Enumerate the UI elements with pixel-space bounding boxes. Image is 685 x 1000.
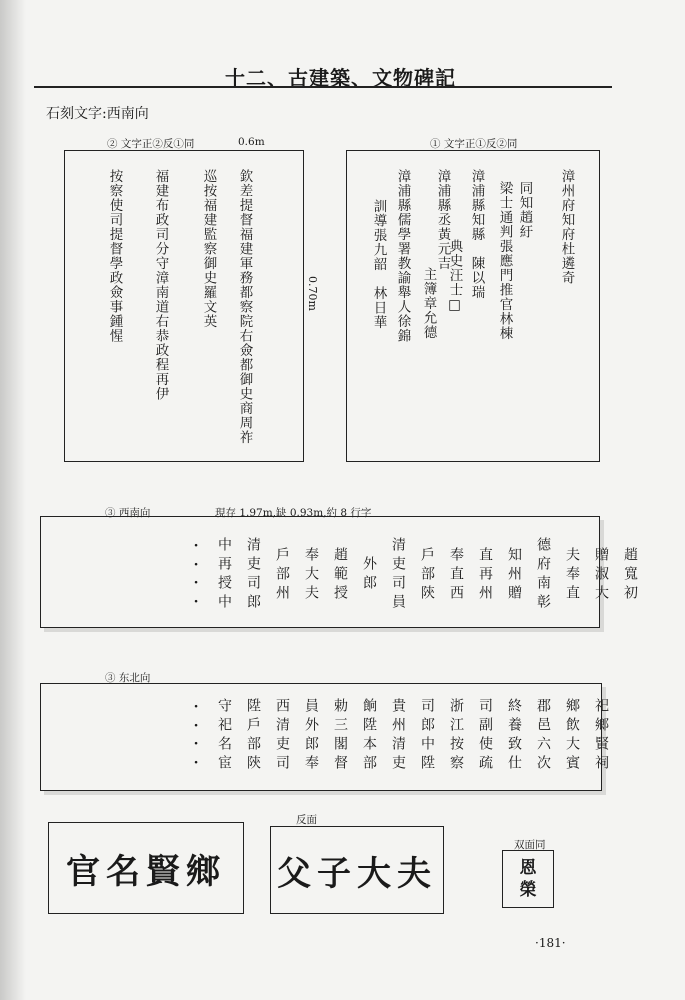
tablet-right-column: 漳浦縣知縣 陳以瑞 [468, 169, 485, 300]
tablet-height-label: 0.70m [306, 276, 319, 311]
sw-column: 奉大夫 [303, 546, 319, 604]
sw-column: 戶部州 [274, 546, 290, 604]
plaque-middle: 父子大夫 [270, 826, 444, 914]
sw-column: 外郎 [361, 556, 377, 594]
tablet-right-box [346, 150, 600, 462]
tablet-right-column: 漳浦縣儒學署教諭舉人徐錦 [394, 169, 411, 343]
sw-column: 清吏司郎 [245, 537, 261, 613]
ne-column: 司郎中陞 [419, 698, 435, 774]
missing-char-dot: · [193, 736, 199, 752]
tablet-right-column: 漳州府知府杜遴奇 [558, 169, 575, 285]
tablet-left-width: 0.6m [238, 136, 265, 148]
missing-char-dot: · [193, 754, 199, 771]
tablet-left-column: 福建布政司分守漳南道右恭政程再伊 [152, 169, 169, 401]
missing-char-dot: · [193, 717, 199, 734]
page-scan-shadow [0, 0, 26, 1000]
missing-char-dot: · [193, 556, 199, 573]
missing-char-dot: · [193, 538, 199, 554]
tablet-right-caption: ① 文字正①反②同 [430, 138, 518, 150]
header-rule [34, 86, 612, 88]
tablet-left-box [64, 150, 304, 462]
ne-column: 餉陞本部 [361, 698, 377, 774]
ne-column: 郡邑六次 [535, 698, 551, 774]
ne-column: 陞戶部陝 [245, 698, 261, 774]
sw-inscription-text [188, 537, 639, 613]
tablet-right-column: 訓導張九韶 林日華 [370, 199, 387, 330]
ne-column: 員外郎奉 [303, 698, 319, 774]
ne-inscription-text [188, 698, 610, 774]
plaque-left: 官名賢鄉 [48, 822, 244, 914]
sw-inscription-box [40, 516, 638, 628]
ne-column: 勅三閣督 [332, 698, 348, 774]
ne-inscription-box [40, 683, 609, 791]
tablet-left-column: 巡按福建監察御史羅文英 [200, 169, 217, 329]
sw-column: 贈淑大 [593, 546, 609, 604]
page-header-title: 十二、古建築、文物碑記 [225, 66, 456, 90]
sw-note: 現存 1.97m,缺 0.93m,約 8 行字 [215, 507, 372, 519]
sw-column: 清吏司員 [390, 537, 406, 613]
section-subtitle: 石刻文字:西南向 [46, 106, 149, 122]
ne-column: 浙江按察 [448, 698, 464, 774]
sw-caption: ③ 西南向 [105, 507, 151, 519]
sw-column: 知州贈 [506, 546, 522, 604]
tablet-right-column: 同知趙紆 [516, 181, 533, 239]
plaque-right-char: 榮 [519, 880, 537, 900]
ne-column: 鄉飲大賓 [564, 698, 580, 774]
missing-char-dot: · [193, 593, 199, 610]
sw-column: 夫奉直 [564, 546, 580, 604]
missing-char-dot: · [193, 699, 199, 715]
tablet-right-column: 主簿章允德 [420, 267, 437, 340]
missing-text-dots [188, 537, 204, 613]
both-sides-label: 双面同 [514, 839, 546, 851]
ne-column: 司副使疏 [477, 698, 493, 774]
plaque-right-char: 恩 [519, 858, 537, 878]
tablet-left-column: 欽差提督福建軍務都察院右僉都御史商周祚 [236, 169, 253, 445]
sw-column: 直再州 [477, 546, 493, 604]
ne-column: 終養致仕 [506, 698, 522, 774]
tablet-right-column: 漳浦縣丞黃元吉 [434, 169, 451, 271]
sw-column: 德府南彰 [535, 537, 551, 613]
tablet-right-column: 典史汪士□ [446, 239, 463, 314]
page-number: ·181· [535, 936, 566, 950]
sw-column: 中再授中 [216, 537, 232, 613]
ne-column: 守祀名宦 [216, 698, 232, 774]
back-side-label: 反面 [296, 814, 317, 826]
tablet-right-column: 梁士通判張應門推官林棟 [496, 181, 513, 341]
ne-column: 貴州清吏 [390, 698, 406, 774]
sw-column: 趙範授 [332, 546, 348, 604]
sw-column: 奉直西 [448, 546, 464, 604]
tablet-left-column: 按察使司提督學政僉事鍾惺 [106, 169, 123, 343]
tablet-left-caption: ② 文字正②反①同 [107, 138, 195, 150]
plaque-right [502, 850, 554, 908]
ne-column: 西清吏司 [274, 698, 290, 774]
ne-column: 祀鄉賢祠 [593, 698, 609, 774]
missing-char-dot: · [193, 575, 199, 591]
sw-column: 趙寬初 [622, 546, 638, 604]
missing-text-dots [188, 698, 204, 774]
sw-column: 戶部陝 [419, 546, 435, 604]
ne-caption: ③ 东北向 [105, 672, 151, 684]
